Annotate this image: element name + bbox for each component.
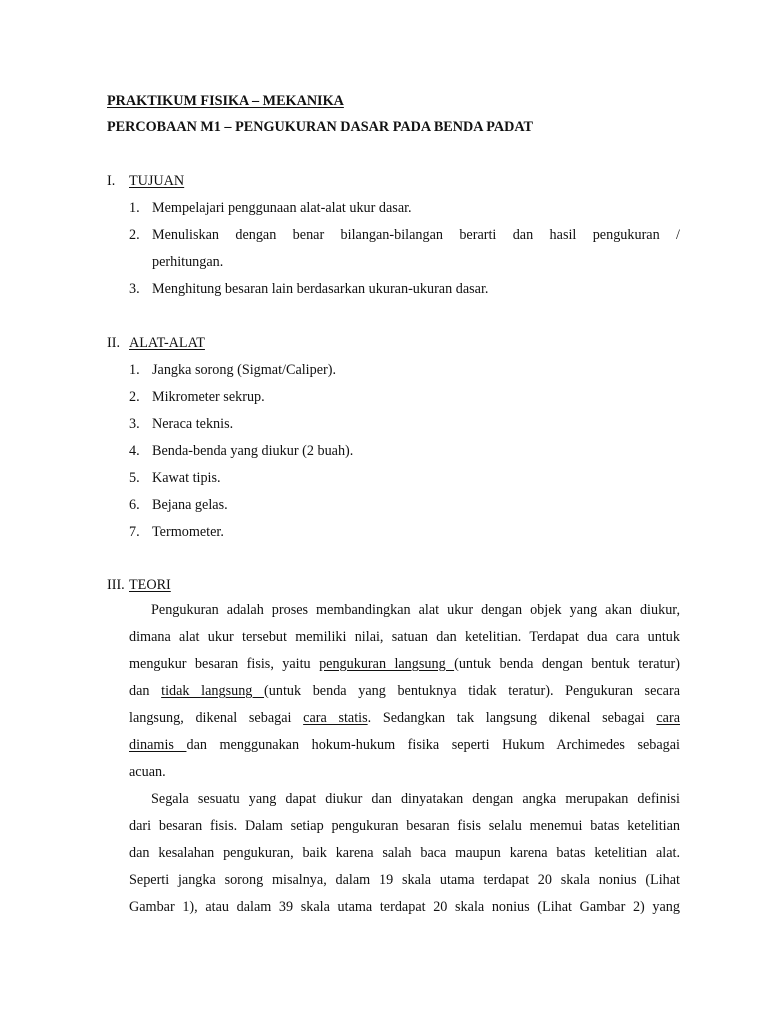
list-item: 6. Bejana gelas.	[129, 497, 228, 513]
list-item: 3. Menghitung besaran lain berdasarkan ukuran-ukuran dasar.	[129, 281, 489, 297]
alat-list	[129, 362, 353, 551]
section-label: TEORI	[129, 577, 171, 593]
list-item: 1. Mempelajari penggunaan alat-alat ukur dasar.	[129, 200, 412, 216]
teori-paragraph-2: Segala sesuatu yang dapat diukur dan dinyatakan dengan angka merupakan definisi dari besaran fisis. Dalam setiap pengukuran besaran fisis selalu menemui batas ketelitian dan kesalahan pengukuran, baik karena salah baca maupun karena batas ketelitian alat. Seperti jangka sorong misalnya, dalam 19 skala utama terdapat 20 skala nonius (Lihat Gambar 1), atau dalam 39 skala utama terdapat 20 skala nonius (Lihat Gambar 2) yang	[129, 791, 680, 915]
list-item-continuation: perhitungan.	[152, 254, 224, 270]
list-item: 1. Jangka sorong (Sigmat/Caliper).	[129, 362, 337, 378]
document-subtitle: PERCOBAAN M1 – PENGUKURAN DASAR PADA BENDA PADAT	[107, 119, 534, 135]
section-number: II.	[107, 335, 120, 351]
section-teori-heading	[107, 577, 171, 594]
document-title: PRAKTIKUM FISIKA – MEKANIKA	[107, 93, 344, 109]
section-label: TUJUAN	[129, 173, 185, 189]
list-item: 4. Benda-benda yang diukur (2 buah).	[129, 443, 354, 459]
section-number: I.	[107, 173, 116, 189]
list-item: 7. Termometer.	[129, 524, 224, 540]
list-item: 2. Menuliskan dengan benar bilangan-bilangan berarti dan hasil pengukuran /	[129, 227, 680, 243]
section-tujuan-heading	[107, 173, 184, 190]
section-alat-heading	[107, 335, 205, 352]
section-label: ALAT-ALAT	[129, 335, 205, 351]
section-number: III.	[107, 577, 125, 593]
list-item: 3. Neraca teknis.	[129, 416, 234, 432]
tujuan-list	[129, 200, 680, 308]
teori-paragraph-1: Pengukuran adalah proses membandingkan alat ukur dengan objek yang akan diukur, dimana alat ukur tersebut memiliki nilai, satuan dan ketelitian. Terdapat dua cara untuk mengukur besaran fisis, yaitu pengukuran langsung (untuk benda dengan bentuk teratur) dan tidak langsung (untuk benda yang bentuknya tidak teratur). Pengukuran secara langsung, dikenal sebagai cara statis. Sedangkan tak langsung dikenal sebagai cara dinamis dan menggunakan hokum-hukum fisika seperti Hukum Archimedes sebagai acuan.	[129, 602, 680, 780]
list-item: 2. Mikrometer sekrup.	[129, 389, 265, 405]
list-item: 5. Kawat tipis.	[129, 470, 221, 486]
